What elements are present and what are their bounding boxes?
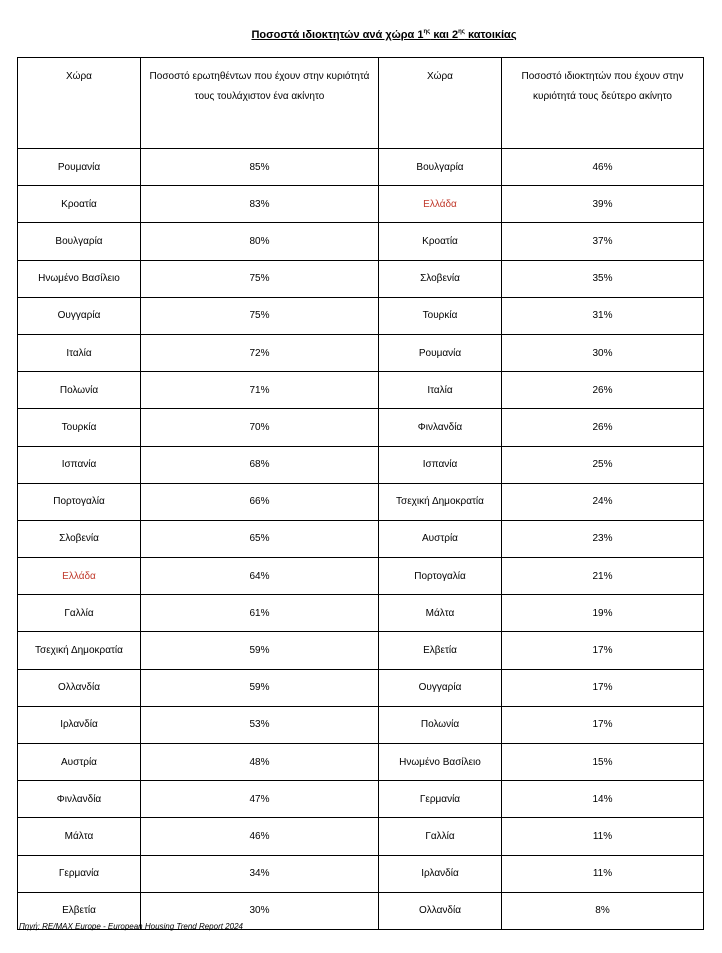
second-property-percent-cell: 17% <box>502 669 704 706</box>
country-cell: Ρουμανία <box>18 149 141 186</box>
second-property-percent-cell: 19% <box>502 595 704 632</box>
table-row <box>18 595 704 632</box>
country-cell: Ιταλία <box>379 372 502 409</box>
country-cell: Τουρκία <box>379 297 502 334</box>
table-row <box>18 520 704 557</box>
country-cell: Ιρλανδία <box>379 855 502 892</box>
country-cell: Τσεχική Δημοκρατία <box>379 483 502 520</box>
table-row <box>18 483 704 520</box>
country-cell: Φινλανδία <box>18 781 141 818</box>
second-property-percent-cell: 11% <box>502 818 704 855</box>
table-row <box>18 409 704 446</box>
country-cell: Βουλγαρία <box>379 149 502 186</box>
country-cell: Πορτογαλία <box>18 483 141 520</box>
ownership-percent-cell: 47% <box>141 781 379 818</box>
ownership-percent-cell: 70% <box>141 409 379 446</box>
second-property-percent-cell: 25% <box>502 446 704 483</box>
table-row <box>18 223 704 260</box>
table-row <box>18 855 704 892</box>
ownership-percent-cell: 46% <box>141 818 379 855</box>
ownership-percent-cell: 75% <box>141 297 379 334</box>
ownership-percent-cell: 72% <box>141 334 379 371</box>
table-row <box>18 297 704 334</box>
ownership-percent-cell: 65% <box>141 520 379 557</box>
ownership-percent-cell: 30% <box>141 892 379 929</box>
country-cell: Ιρλανδία <box>18 706 141 743</box>
ownership-percent-cell: 66% <box>141 483 379 520</box>
title-superscript-1: ης <box>423 29 431 35</box>
second-property-percent-cell: 17% <box>502 632 704 669</box>
second-property-percent-cell: 35% <box>502 260 704 297</box>
ownership-percent-cell: 34% <box>141 855 379 892</box>
second-property-percent-cell: 17% <box>502 706 704 743</box>
country-cell: Ισπανία <box>379 446 502 483</box>
ownership-percent-cell: 68% <box>141 446 379 483</box>
header-owners-second-property: Ποσοστό ιδιοκτητών που έχουν στην κυριότητά τους δεύτερο ακίνητο <box>502 58 704 149</box>
second-property-percent-cell: 23% <box>502 520 704 557</box>
country-cell: Ρουμανία <box>379 334 502 371</box>
country-cell: Πολωνία <box>18 372 141 409</box>
country-cell: Γαλλία <box>379 818 502 855</box>
country-cell: Μάλτα <box>379 595 502 632</box>
table-row <box>18 669 704 706</box>
ownership-percent-cell: 85% <box>141 149 379 186</box>
ownership-percent-cell: 61% <box>141 595 379 632</box>
second-property-percent-cell: 14% <box>502 781 704 818</box>
country-cell: Αυστρία <box>18 744 141 781</box>
table-row <box>18 558 704 595</box>
country-cell: Τουρκία <box>18 409 141 446</box>
country-cell: Ελβετία <box>18 892 141 929</box>
country-cell: Ουγγαρία <box>379 669 502 706</box>
second-property-percent-cell: 30% <box>502 334 704 371</box>
ownership-table <box>17 57 704 930</box>
second-property-percent-cell: 8% <box>502 892 704 929</box>
title-text-1: Ποσοστά ιδιοκτητών ανά χώρα 1 <box>251 29 424 41</box>
table-row <box>18 149 704 186</box>
ownership-percent-cell: 83% <box>141 186 379 223</box>
ownership-percent-cell: 59% <box>141 669 379 706</box>
header-owners-at-least-one: Ποσοστό ερωτηθέντων που έχουν στην κυριότητά τους τουλάχιστον ένα ακίνητο <box>141 58 379 149</box>
second-property-percent-cell: 24% <box>502 483 704 520</box>
ownership-percent-cell: 48% <box>141 744 379 781</box>
ownership-percent-cell: 71% <box>141 372 379 409</box>
country-cell: Κροατία <box>379 223 502 260</box>
country-cell: Ελλάδα <box>379 186 502 223</box>
country-cell: Σλοβενία <box>379 260 502 297</box>
table-body <box>18 149 704 930</box>
country-cell: Γαλλία <box>18 595 141 632</box>
country-cell: Μάλτα <box>18 818 141 855</box>
table-row <box>18 446 704 483</box>
country-cell: Πορτογαλία <box>379 558 502 595</box>
country-cell: Τσεχική Δημοκρατία <box>18 632 141 669</box>
ownership-percent-cell: 75% <box>141 260 379 297</box>
second-property-percent-cell: 26% <box>502 409 704 446</box>
source-note: Πηγή: RE/MAX Europe - European Housing Trend Report 2024 <box>19 922 243 931</box>
second-property-percent-cell: 39% <box>502 186 704 223</box>
table-row <box>18 186 704 223</box>
country-cell: Φινλανδία <box>379 409 502 446</box>
country-cell: Ουγγαρία <box>18 297 141 334</box>
country-cell: Γερμανία <box>18 855 141 892</box>
country-cell: Ελλάδα <box>18 558 141 595</box>
ownership-percent-cell: 59% <box>141 632 379 669</box>
title-superscript-2: ης <box>458 29 465 35</box>
table-row <box>18 260 704 297</box>
second-property-percent-cell: 15% <box>502 744 704 781</box>
country-cell: Ολλανδία <box>379 892 502 929</box>
country-cell: Πολωνία <box>379 706 502 743</box>
second-property-percent-cell: 26% <box>502 372 704 409</box>
table-row <box>18 706 704 743</box>
country-cell: Ελβετία <box>379 632 502 669</box>
second-property-percent-cell: 11% <box>502 855 704 892</box>
title-text-2: και 2 <box>430 29 459 41</box>
table-row <box>18 372 704 409</box>
second-property-percent-cell: 46% <box>502 149 704 186</box>
country-cell: Ολλανδία <box>18 669 141 706</box>
table-row <box>18 632 704 669</box>
country-cell: Ισπανία <box>18 446 141 483</box>
second-property-percent-cell: 21% <box>502 558 704 595</box>
country-cell: Ιταλία <box>18 334 141 371</box>
table-row <box>18 744 704 781</box>
country-cell: Ηνωμένο Βασίλειο <box>18 260 141 297</box>
country-cell: Ηνωμένο Βασίλειο <box>379 744 502 781</box>
country-cell: Κροατία <box>18 186 141 223</box>
table-header-row <box>18 58 704 149</box>
table-row <box>18 334 704 371</box>
country-cell: Αυστρία <box>379 520 502 557</box>
title-text-3: κατοικίας <box>464 29 517 41</box>
header-country-2: Χώρα <box>379 58 502 149</box>
table-row <box>18 781 704 818</box>
table-row <box>18 818 704 855</box>
second-property-percent-cell: 37% <box>502 223 704 260</box>
ownership-percent-cell: 53% <box>141 706 379 743</box>
country-cell: Βουλγαρία <box>18 223 141 260</box>
page-title <box>0 29 722 41</box>
ownership-percent-cell: 64% <box>141 558 379 595</box>
ownership-percent-cell: 80% <box>141 223 379 260</box>
country-cell: Σλοβενία <box>18 520 141 557</box>
country-cell: Γερμανία <box>379 781 502 818</box>
second-property-percent-cell: 31% <box>502 297 704 334</box>
header-country-1: Χώρα <box>18 58 141 149</box>
